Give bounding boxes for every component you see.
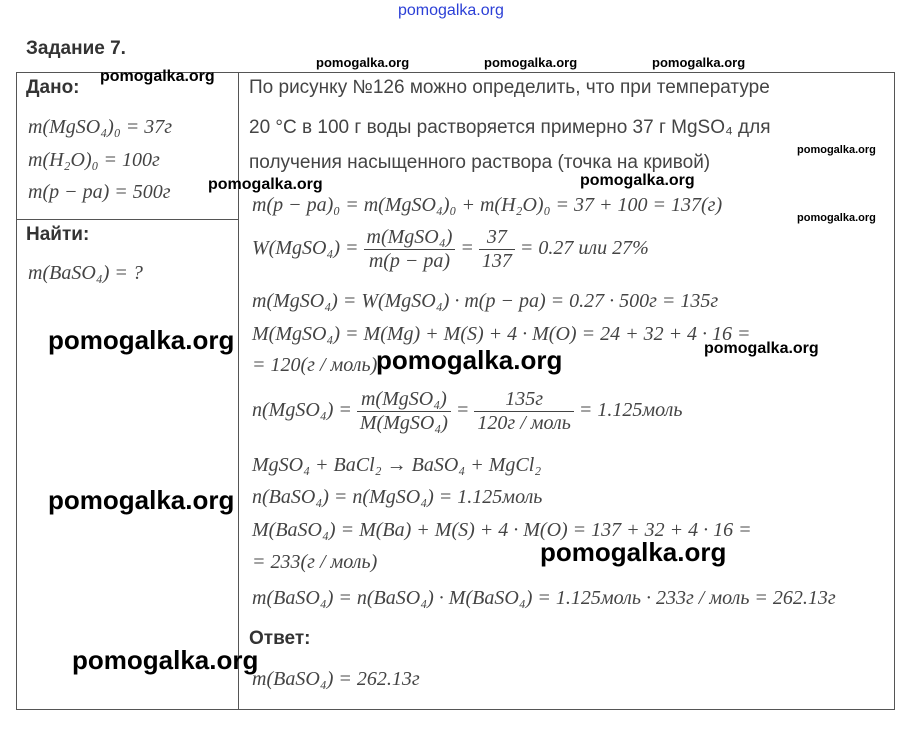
watermark: pomogalka.org bbox=[48, 325, 235, 355]
eq2-lhs: W(MgSO₄) = bbox=[252, 237, 359, 260]
intro-line-3: получения насыщенного раствора (точка на кривой) bbox=[249, 152, 711, 173]
equation-solution-mass: m(p − pa)₀ = m(MgSO₄)₀ + m(H₂O)₀ = 37 + 100 = 137(г) bbox=[252, 194, 723, 216]
equation-molar-mass-baso4-result: = 233(г / моль) bbox=[252, 551, 378, 573]
denominator: m(p − pa) bbox=[368, 250, 451, 272]
equation-mass-fraction bbox=[252, 226, 649, 273]
find-header: Найти: bbox=[26, 224, 90, 245]
column-divider bbox=[238, 72, 239, 709]
equation-molar-mass-mgso4-result: = 120(г / моль) bbox=[252, 354, 378, 376]
watermark: pomogalka.org bbox=[208, 176, 323, 193]
equation-mass-baso4: m(BaSO₄) = n(BaSO₄) · M(BaSO₄) = 1.125моль · 233г / моль = 262.13г bbox=[252, 587, 836, 609]
watermark: pomogalka.org bbox=[484, 55, 578, 70]
find-line: m(BaSO₄) = ? bbox=[28, 262, 143, 284]
reaction-equation: MgSO₄ + BaCl₂ → BaSO₄ + MgCl₂ bbox=[252, 454, 542, 476]
intro-line-1: По рисунку №126 можно определить, что при температуре bbox=[249, 77, 770, 98]
watermark: pomogalka.org bbox=[100, 68, 215, 85]
watermark: pomogalka.org bbox=[376, 345, 563, 375]
fraction bbox=[364, 226, 456, 273]
watermark: pomogalka.org bbox=[797, 212, 876, 224]
fraction bbox=[357, 388, 451, 435]
numerator: 37 bbox=[479, 226, 515, 250]
top-watermark: pomogalka.org bbox=[398, 2, 504, 19]
watermark: pomogalka.org bbox=[704, 340, 819, 357]
watermark: pomogalka.org bbox=[540, 537, 727, 567]
given-line-2: m(H₂O)₀ = 100г bbox=[28, 149, 160, 171]
fraction bbox=[474, 388, 573, 435]
given-line-3: m(p − pa) = 500г bbox=[28, 181, 171, 203]
equals-sign: = bbox=[460, 237, 474, 260]
numerator: m(MgSO₄) bbox=[364, 226, 456, 250]
task-title: Задание 7. bbox=[26, 38, 126, 59]
equation-molar-mass-mgso4: M(MgSO₄) = M(Mg) + M(S) + 4 · M(O) = 24 + 32 + 4 · 16 = bbox=[252, 323, 751, 345]
equation-molar-mass-baso4: M(BaSO₄) = M(Ba) + M(S) + 4 · M(O) = 137 + 32 + 4 · 16 = bbox=[252, 519, 752, 541]
eq5-lhs: n(MgSO₄) = bbox=[252, 399, 352, 422]
given-line-1: m(MgSO₄)₀ = 37г bbox=[28, 116, 173, 138]
given-header: Дано: bbox=[26, 77, 80, 98]
eq5-rhs: = 1.125моль bbox=[578, 399, 683, 422]
equation-moles-baso4: n(BaSO₄) = n(MgSO₄) = 1.125моль bbox=[252, 486, 543, 508]
watermark: pomogalka.org bbox=[48, 485, 235, 515]
equals-sign: = bbox=[455, 399, 470, 422]
answer-value: m(BaSO₄) = 262.13г bbox=[252, 668, 420, 690]
intro-line-2: 20 °С в 100 г воды растворяется примерно 37 г MgSO₄ для bbox=[249, 117, 771, 138]
denominator: 137 bbox=[481, 250, 512, 272]
answer-header: Ответ: bbox=[249, 628, 311, 649]
watermark: pomogalka.org bbox=[72, 645, 259, 675]
denominator: M(MgSO₄) bbox=[359, 412, 448, 434]
watermark: pomogalka.org bbox=[316, 55, 410, 70]
watermark: pomogalka.org bbox=[652, 55, 746, 70]
equation-moles-mgso4 bbox=[252, 388, 682, 435]
given-find-divider bbox=[16, 219, 239, 220]
watermark: pomogalka.org bbox=[797, 144, 876, 156]
eq2-rhs: = 0.27 или 27% bbox=[519, 237, 649, 260]
fraction bbox=[479, 226, 515, 273]
equation-mgso4-mass: m(MgSO₄) = W(MgSO₄) · m(p − pa) = 0.27 · 500г = 135г bbox=[252, 290, 719, 312]
watermark: pomogalka.org bbox=[580, 172, 695, 189]
numerator: m(MgSO₄) bbox=[357, 388, 451, 412]
numerator: 135г bbox=[474, 388, 573, 412]
denominator: 120г / моль bbox=[477, 412, 571, 434]
